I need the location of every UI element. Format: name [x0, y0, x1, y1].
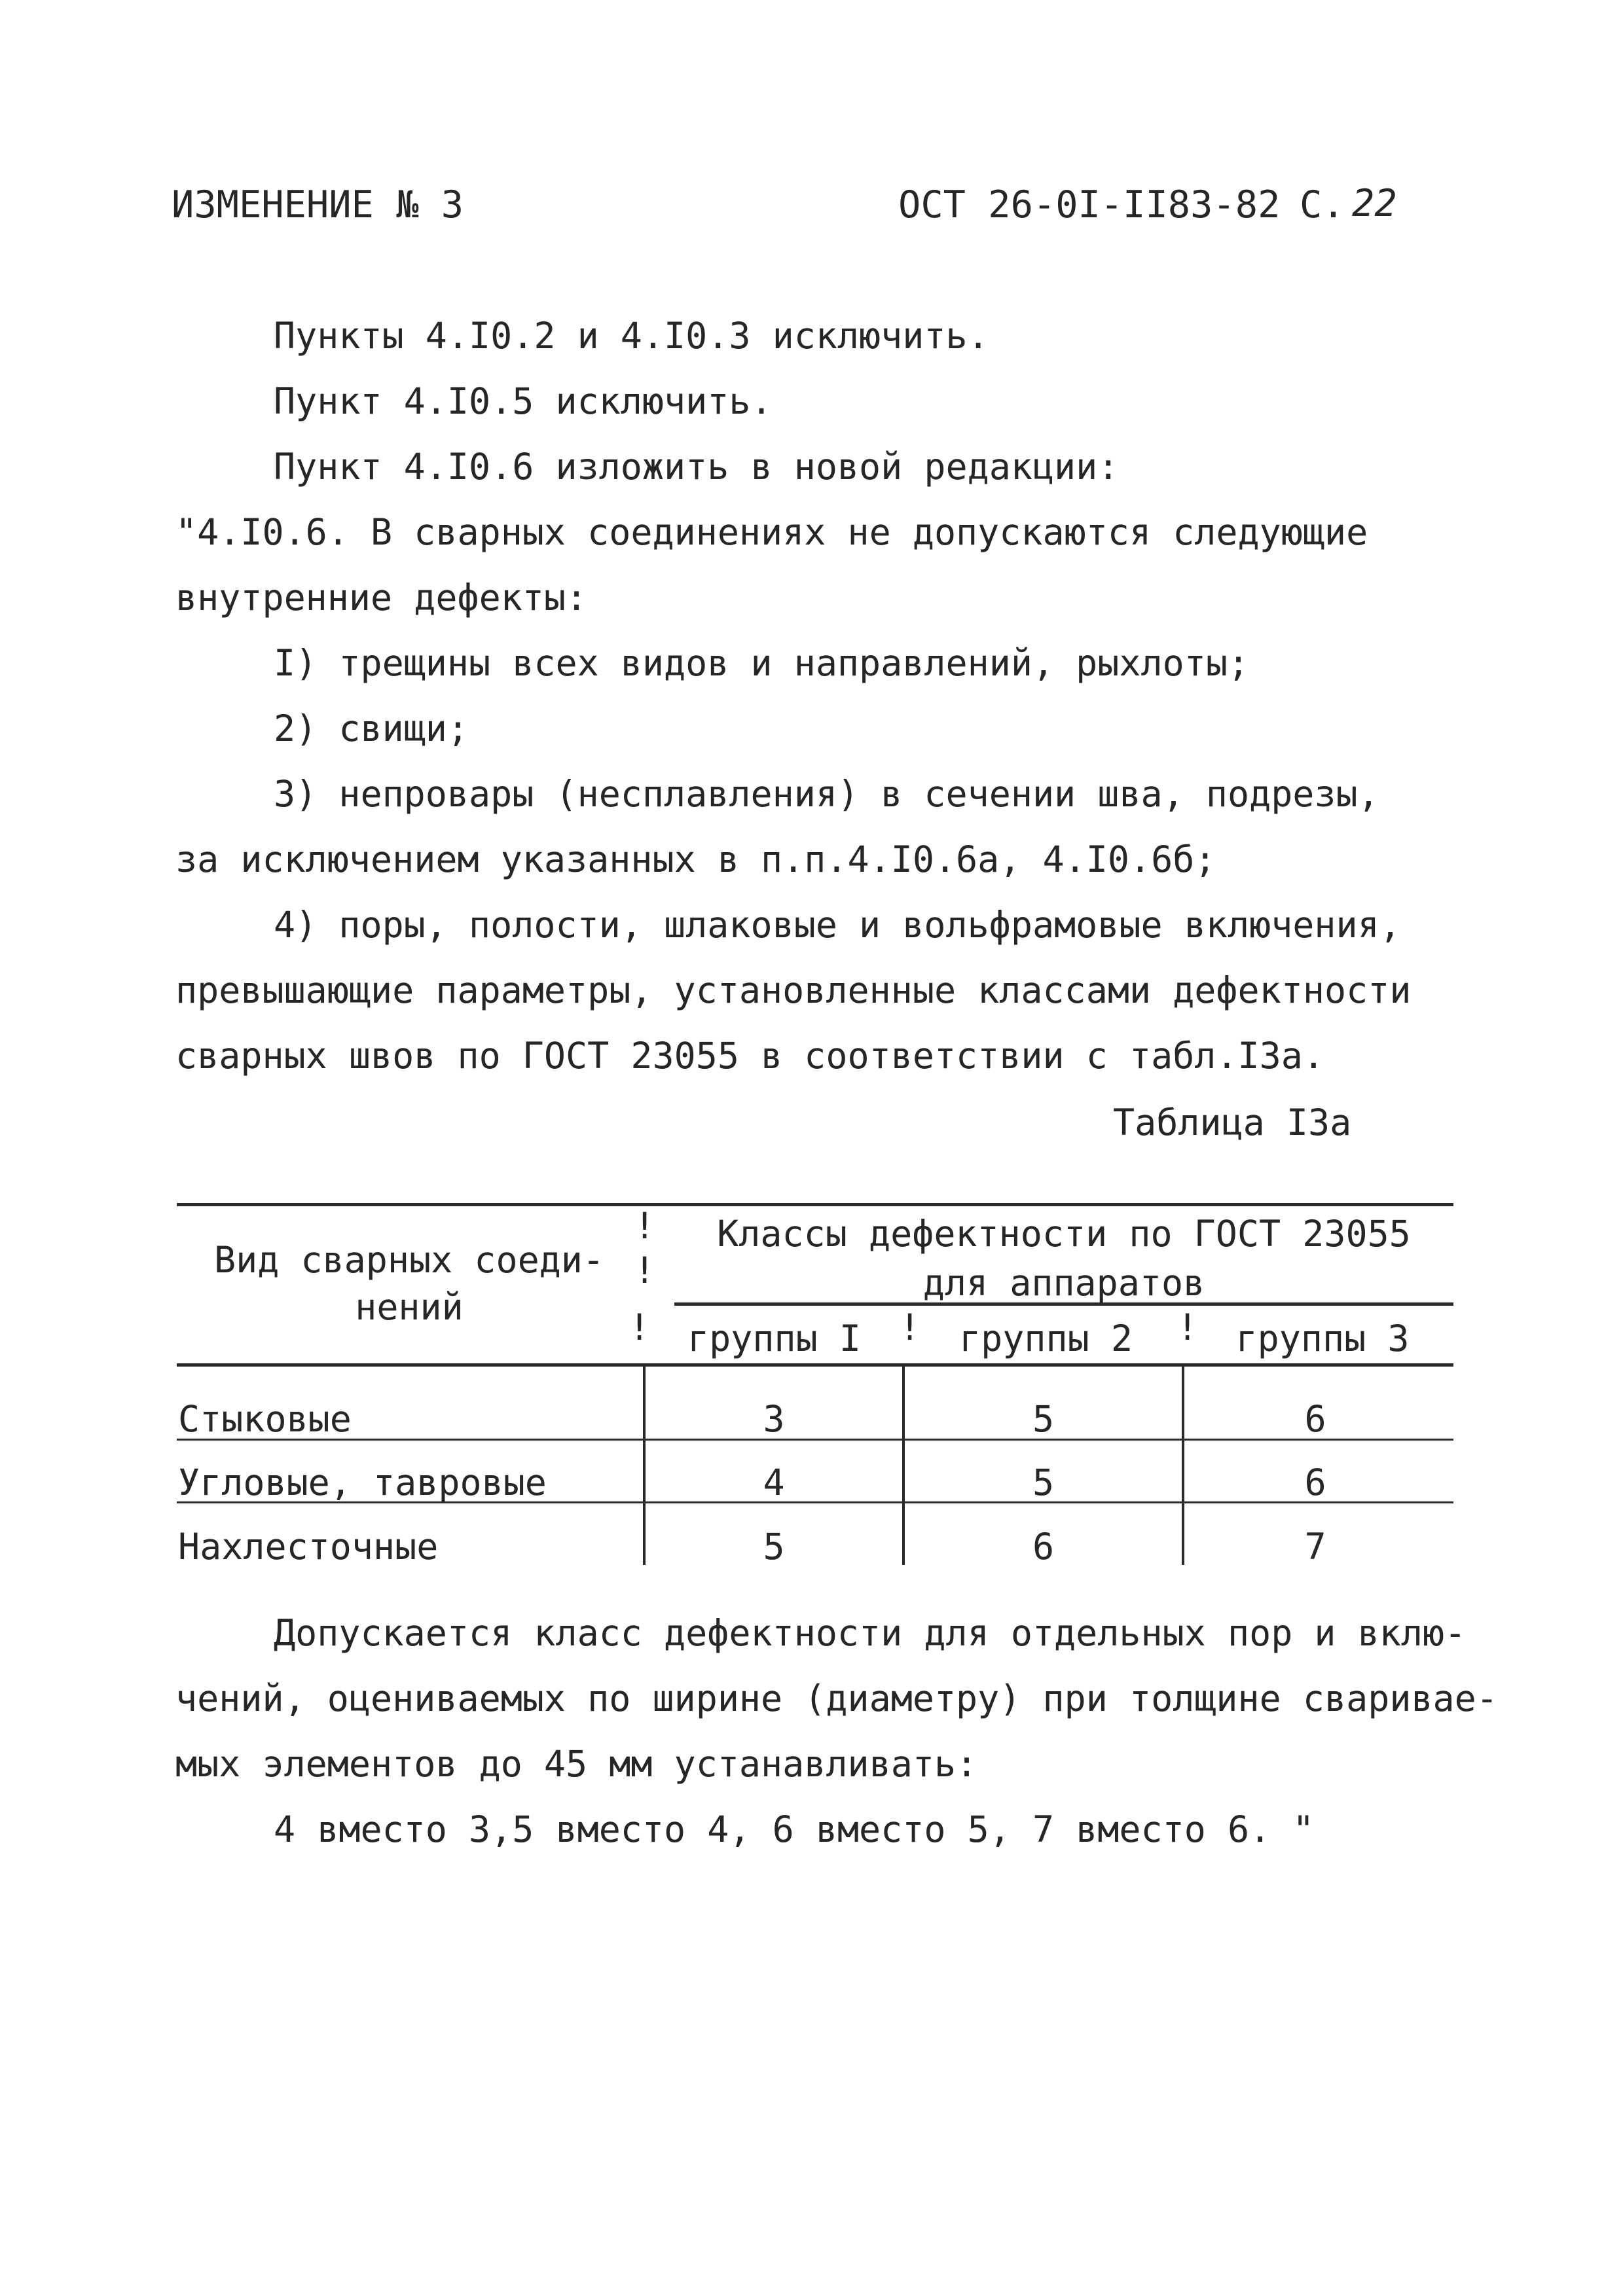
clause-4-10-6-line2: внутренние дефекты:	[175, 577, 588, 619]
row-label-lap: Нахлесточные	[178, 1526, 439, 1568]
paragraph-new-edition: Пункт 4.I0.6 изложить в новой редакции:	[274, 446, 1120, 488]
cell-value: 6	[1304, 1462, 1326, 1503]
paragraph-exclude-4-10-5: Пункт 4.I0.5 исключить.	[274, 380, 773, 422]
cell-value: 4	[763, 1462, 785, 1503]
cell-value: 5	[1032, 1398, 1055, 1440]
column-header-joint-type-line2: нений	[355, 1286, 464, 1328]
after-table-line3: мых элементов до 45 мм устанавливать:	[175, 1743, 978, 1785]
list-item-3-line1: 3) непровары (несплавления) в сечении шва, подрезы,	[274, 773, 1379, 815]
group-header-line2: для аппаратов	[922, 1262, 1205, 1304]
cell-value: 6	[1304, 1398, 1326, 1440]
after-table-line4: 4 вместо 3,5 вместо 4, 6 вместо 5, 7 вместо 6. "	[274, 1808, 1315, 1850]
header-bottom-rule	[177, 1363, 1453, 1367]
row-label-butt: Стыковые	[178, 1398, 352, 1440]
list-item-3-line2: за исключением указанных в п.п.4.I0.6а, 4.I0.6б;	[175, 838, 1216, 880]
header-separator-mark: !	[899, 1306, 921, 1348]
sub-header-group-1: группы I	[687, 1318, 861, 1359]
cell-value: 5	[763, 1526, 785, 1568]
cell-value: 5	[1032, 1462, 1055, 1503]
sub-header-group-3: группы 3	[1235, 1318, 1410, 1359]
list-item-4-line3: сварных швов по ГОСТ 23055 в соответствии с табл.I3а.	[175, 1035, 1324, 1077]
cell-value: 6	[1032, 1526, 1055, 1568]
table-top-rule	[177, 1203, 1453, 1206]
after-table-line1: Допускается класс дефектности для отдельных пор и вклю-	[274, 1612, 1467, 1654]
group-header-line1: Классы дефектности по ГОСТ 23055	[717, 1213, 1411, 1255]
standard-number: ОСТ 26-0I-II83-82	[898, 183, 1281, 226]
cell-value: 7	[1304, 1526, 1326, 1568]
change-number: ИЗМЕНЕНИЕ № 3	[172, 183, 464, 226]
header-separator-mark: !	[634, 1249, 656, 1291]
row-label-fillet-tee: Угловые, тавровые	[178, 1462, 547, 1503]
list-item-1: I) трещины всех видов и направлений, рыхлоты;	[274, 642, 1250, 684]
header-separator-mark: !	[634, 1205, 656, 1247]
cell-value: 3	[763, 1398, 785, 1440]
page-prefix: С.	[1300, 183, 1345, 226]
column-header-joint-type-line1: Вид сварных соеди-	[213, 1239, 605, 1281]
table-caption: Таблица I3а	[1113, 1102, 1352, 1143]
list-item-2: 2) свищи;	[274, 708, 469, 749]
after-table-line2: чений, оцениваемых по ширине (диаметру) при толщине сваривае-	[175, 1677, 1498, 1719]
clause-4-10-6-line1: "4.I0.6. В сварных соединениях не допускаются следующие	[175, 511, 1368, 553]
paragraph-exclude-4-10-2-3: Пункты 4.I0.2 и 4.I0.3 исключить.	[274, 315, 989, 357]
page-number: 22	[1352, 182, 1397, 225]
header-separator-mark: !	[629, 1306, 651, 1348]
list-item-4-line1: 4) поры, полости, шлаковые и вольфрамовые включения,	[274, 904, 1401, 946]
list-item-4-line2: превышающие параметры, установленные классами дефектности	[175, 969, 1412, 1011]
sub-header-group-2: группы 2	[959, 1318, 1133, 1359]
header-separator-mark: !	[1176, 1306, 1199, 1348]
